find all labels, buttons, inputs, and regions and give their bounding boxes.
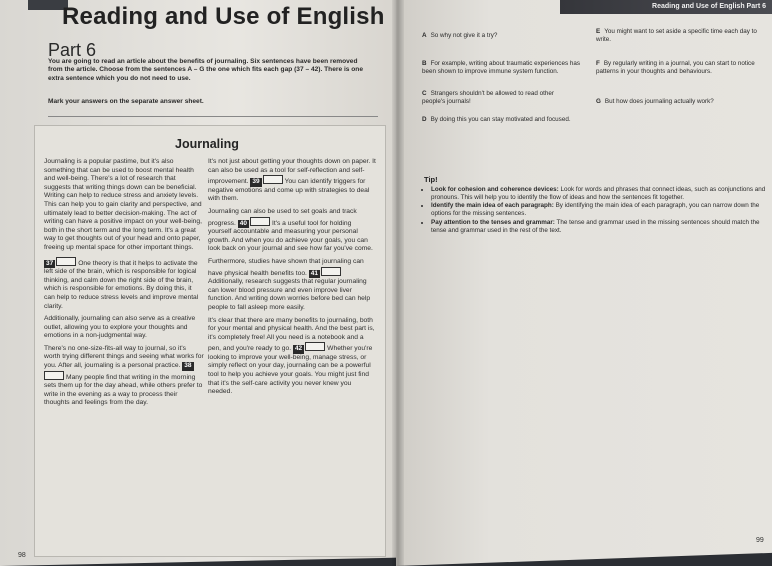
option-c bbox=[422, 90, 577, 106]
paragraph-gap-38 bbox=[44, 345, 204, 408]
paragraph-4b-text: Many people find that writing in the morning sets them up for the day ahead, while others prefer to write in the evening as a way to process their thoughts and feelings from the day. bbox=[44, 373, 203, 407]
tip-item-bold: Look for cohesion and coherence devices: bbox=[431, 185, 559, 193]
col2-text-8: Whether you're looking to improve your well-being, manage stress, or simply reflect on your day, journaling can be a powerful tool to help you achieve your goals. You might just find that it's the self-care activity you never knew you needed. bbox=[208, 345, 373, 396]
tip-list bbox=[424, 186, 766, 235]
page-number-left: 98 bbox=[18, 552, 26, 559]
col2-text-7: It's clear that there are many benefits to journaling, both for your mental and physical health. And the best part is, it's completely free! All you need is a notebook and a pen, and you're ready to go. bbox=[208, 316, 375, 353]
paragraph-gap-40 bbox=[208, 208, 376, 254]
paragraph-1: Journaling is a popular pastime, but it's also something that can be used to boost mental health and well-being. There's a lot of research that suggests that writing things down can be beneficial. Writing can help to reduce stress and anxiety levels. This can help you to gain clarity and perspective, and ultimately lead to better decision-making. The act of writing can have a positive impact on your well-being, both in the short term and the long term. It's a great way to get thoughts out of your head and onto paper, freeing up mental space for other important things. bbox=[44, 158, 202, 251]
paragraph-4-text: There's no one-size-fits-all way to journal, so it's worth trying different things and seeing what works for you. After all, journaling is a personal practice. bbox=[44, 344, 204, 370]
option-g-text: But how does journaling actually work? bbox=[604, 98, 714, 105]
tip-item bbox=[431, 219, 766, 235]
tip-item-text: By identifying the main idea of each paragraph, you can narrow down the options for the missing sentences. bbox=[431, 202, 760, 218]
paragraph-gap-39 bbox=[208, 158, 376, 204]
paragraph-gap-42 bbox=[208, 317, 376, 397]
running-header-text: Reading and Use of English Part 6 bbox=[652, 3, 766, 10]
gap-number-38: 38 bbox=[184, 362, 192, 370]
option-b-letter: B bbox=[422, 60, 427, 67]
option-e-text: You might want to set aside a specific time each day to write. bbox=[596, 28, 757, 43]
tip-item bbox=[431, 202, 766, 218]
gap-41-blank[interactable] bbox=[321, 267, 341, 276]
gap-number-41: 41 bbox=[310, 269, 318, 277]
paragraph-gap-41 bbox=[208, 258, 376, 313]
option-a-text: So why not give it a try? bbox=[430, 32, 498, 39]
col2-text-6: Additionally, research suggests that regular journaling can lower blood pressure and even improve liver function. And writing down worries before bed can help people to fall asleep more easily. bbox=[208, 278, 371, 311]
tip-item bbox=[431, 186, 766, 202]
gap-number-42: 42 bbox=[294, 345, 303, 353]
gap-39-blank[interactable] bbox=[263, 175, 283, 184]
gap-37-blank[interactable] bbox=[56, 257, 76, 266]
option-e bbox=[596, 28, 764, 44]
gap-40-blank[interactable] bbox=[250, 217, 270, 226]
option-d-text: By doing this you can stay motivated and focused. bbox=[430, 116, 571, 123]
gap-number-37: 37 bbox=[46, 259, 54, 267]
option-f-text: By regularly writing in a journal, you can start to notice patterns in your thoughts and behaviours. bbox=[596, 60, 755, 75]
option-c-letter: C bbox=[422, 90, 427, 97]
col2-text-3: Journaling can also be used to set goals and track progress. bbox=[208, 207, 357, 227]
tip-box bbox=[424, 176, 766, 236]
right-page bbox=[396, 0, 772, 566]
instructions: You are going to read an article about the benefits of journaling. Six sentences have been removed from the article. Choose from the sentences A – G the one which fits each gap (37 – 42). There is one extra sentence which you do not need to use. bbox=[48, 58, 363, 82]
tip-heading: Tip! bbox=[424, 175, 438, 184]
paragraph-2-text: One theory is that it helps to activate the left side of the brain, which is responsible for logical thinking, and calm down the right side of the brain, which is responsible for emotions. By doing this, it can help to reduce stress levels and improve mental clarity. bbox=[44, 259, 199, 310]
tip-item-text: Look for words and phrases that connect ideas, such as conjunctions and pronouns. This will help you to identify the flow of ideas and how the sentences fit together. bbox=[431, 185, 766, 201]
col2-text-4: It's a useful tool for holding yourself accountable and measuring your personal growth. And when you do achieve your goals, you can look back on your journal and see how far you've come. bbox=[208, 219, 373, 253]
gap-42-blank[interactable] bbox=[305, 342, 325, 351]
option-a-letter: A bbox=[422, 32, 427, 39]
tip-item-bold: Pay attention to the tenses and grammar: bbox=[431, 218, 555, 226]
option-b-text: For example, writing about traumatic experiences has been shown to improve immune system function. bbox=[422, 60, 581, 75]
option-a bbox=[422, 32, 572, 40]
option-g-letter: G bbox=[596, 98, 601, 105]
page-number-right: 99 bbox=[756, 537, 764, 544]
section-title: Reading and Use of English bbox=[62, 3, 385, 30]
article-title: Journaling bbox=[175, 137, 239, 151]
gap-number-39: 39 bbox=[252, 178, 260, 186]
col2-text-1: It's not just about getting your thoughts down on paper. It can also be used as a tool for self-reflection and self-improvement. bbox=[208, 158, 376, 186]
gap-number-40: 40 bbox=[239, 219, 247, 227]
article-col-2 bbox=[208, 158, 376, 397]
paragraph-gap-37 bbox=[44, 257, 204, 312]
tip-item-bold: Identify the main idea of each paragraph: bbox=[431, 202, 554, 210]
col2-text-2: You can identify triggers for negative emotions and come up with strategies to deal with them. bbox=[208, 178, 370, 203]
option-g bbox=[596, 98, 764, 106]
option-d-letter: D bbox=[422, 116, 427, 123]
article-col-1 bbox=[44, 158, 204, 408]
part-label: Part 6 bbox=[48, 40, 97, 60]
option-b bbox=[422, 60, 582, 76]
option-e-letter: E bbox=[596, 28, 601, 35]
option-f-letter: F bbox=[596, 60, 600, 67]
gap-38-blank[interactable] bbox=[44, 371, 64, 380]
option-f bbox=[596, 60, 764, 76]
divider bbox=[48, 116, 378, 117]
paragraph-3: Additionally, journaling can also serve as a creative outlet, allowing you to explore your thoughts and emotions in a non-judgmental way. bbox=[44, 315, 196, 340]
option-c-text: Strangers shouldn't be allowed to read other people's journals! bbox=[422, 90, 554, 105]
book-gutter bbox=[392, 0, 404, 566]
running-header bbox=[560, 0, 772, 14]
tip-item-text: The tense and grammar used in the missing sentences should match the tense and grammar used in the rest of the text. bbox=[431, 218, 760, 234]
mark-answers-line: Mark your answers on the separate answer sheet. bbox=[48, 98, 204, 105]
option-d bbox=[422, 116, 577, 124]
col2-text-5: Furthermore, studies have shown that journaling can have physical health benefits too. bbox=[208, 257, 364, 277]
